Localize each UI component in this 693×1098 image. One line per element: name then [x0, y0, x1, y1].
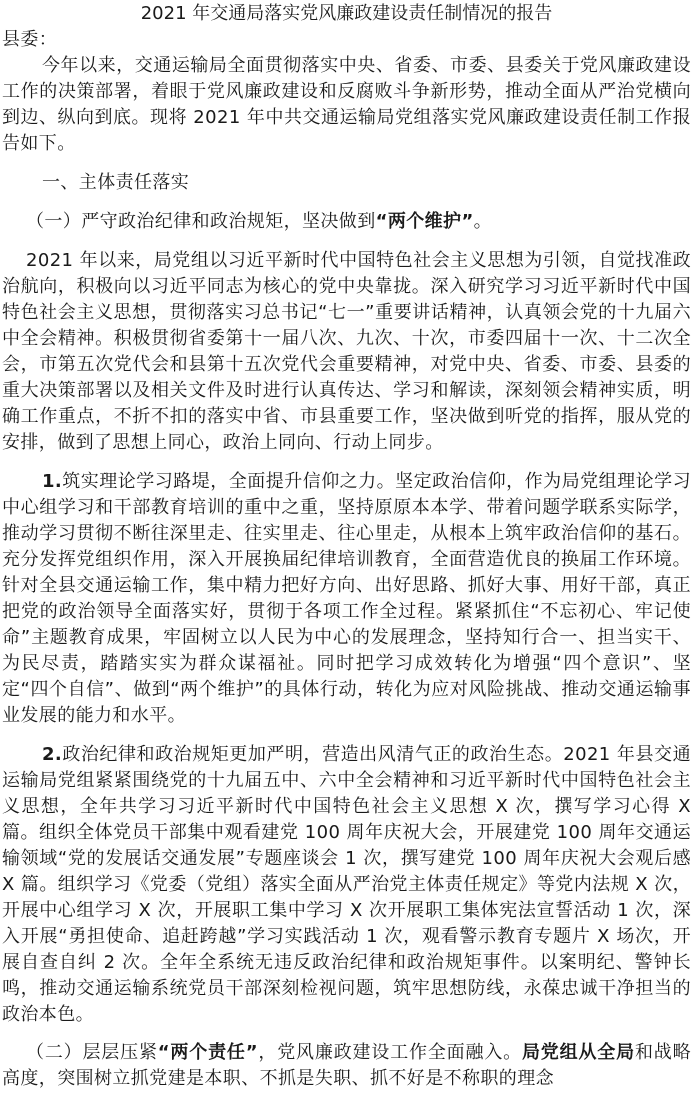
subsection-heading-2	[2, 1040, 691, 1092]
body-paragraph-2021: 2021 年以来，局党组以习近平新时代中国特色社会主义思想为引领，自觉找准政治航向，积极向以习近平同志为核心的党中央靠拢。深入研究学习习近平新时代中国特色社会主义思想，贯彻落实习总书记“七一”重要讲话精神，认真领会党的十九届六中全会精神。积极贯彻省委第十一届八次、九次、十次，市委四届十一次、十二次全会，市第五次党代会和县第十五次党代会重要精神，对党中央、省委、市委、县委的重大决策部署以及相关文件及时进行认真传达、学习和解读，深刻领会精神实质，明确工作重点，不折不扣的落实中省、市县重要工作，坚决做到听党的指挥，服从党的安排，做到了思想上同心，政治上同向、行动上同步。	[2, 250, 691, 453]
item-paragraph-1	[2, 469, 691, 729]
document-title: 2021 年交通局落实党风廉政建设责任制情况的报告	[140, 3, 553, 24]
subsection-1-suffix: 。	[473, 211, 493, 232]
item-1-text: 筑实理论学习路堤，全面提升信仰之力。坚定政治信仰，作为局党组理论学习中心组学习和干部教育培训的重中之重，坚持原原本本学、带着问题学联系实际学，推动学习贯彻不断往深里走、往实里走、往心里走，从根本上筑牢政治信仰的基石。充分发挥党组织作用，深入开展换届纪律培训教育，全面营造优良的换届工作环境。针对全县交通运输工作，集中精力把好方向、出好思路、抓好大事、用好干部，真正把党的政治领导全面落实好，贯彻于各项工作全过程。紧紧抓住“不忘初心、牢记使命”主题教育成果，牢固树立以人民为中心的发展理念，坚持知行合一、担当实干、为民尽责，踏踏实实为群众谋福祉。同时把学习成效转化为增强“四个意识”、坚定“四个自信”、做到“两个维护”的具体行动，转化为应对风险挑战、推动交通运输事业发展的能力和水平。	[2, 471, 691, 726]
subsection-1-bold: “两个维护”	[375, 211, 474, 232]
subsection-2-prefix: （二）层层压紧	[26, 1042, 158, 1063]
document-page	[0, 1, 693, 1098]
item-2-text: 政治纪律和政治规矩更加严明，营造出风清气正的政治生态。2021 年县交通运输局党组紧紧围绕党的十九届五中、六中全会精神和习近平新时代中国特色社会主义思想，全年共学习习近平新时代中国特色社会主义思想 X 次，撰写学习心得 X 篇。组织全体党员干部集中观看建党 100 周年庆祝大会，开展建党 100 周年交通运输领域“党的发展话交通发展”专题座谈会 1 次，撰写建党 100 周年庆祝大会观后感 X 篇。组织学习《党委（党组）落实全面从严治党主体责任规定》等党内法规 X 次，开展中心组学习 X 次，开展职工集中学习 X 次开展职工集体宪法宣誓活动 1 次，深入开展“勇担使命、追赶跨越”学习实践活动 1 次，观看警示教育专题片 X 场次，开展自查自纠 2 次。全年全系统无违反政治纪律和政治规矩事件。以案明纪、警钟长鸣，推动交通运输系统党员干部深刻检视问题，筑牢思想防线，永葆忠诚干净担当的政治本色。	[2, 744, 691, 1025]
subsection-2-tail: 和战略高度，突围树立抓党建是本职、不抓是失职、抓不好是不称职的理念	[2, 1042, 692, 1089]
item-1-number: 1.	[42, 471, 63, 492]
subsection-heading-1	[2, 209, 691, 235]
subsection-2-bold-1: “两个责任”	[157, 1042, 258, 1063]
subsection-2-bold-2: 局党组从全局	[521, 1042, 635, 1063]
subsection-2-mid: ，党风廉政建设工作全面融入。	[257, 1042, 522, 1063]
subsection-1-prefix: （一）严守政治纪律和政治规矩，坚决做到	[26, 211, 376, 232]
salutation: 县委：	[2, 29, 58, 50]
item-2-number: 2.	[42, 744, 63, 765]
intro-paragraph: 今年以来，交通运输局全面贯彻落实中央、省委、市委、县委关于党风廉政建设工作的决策部署，着眼于党风廉政建设和反腐败斗争新形势，推动全面从严治党横向到边、纵向到底。现将 2021 年中共交通运输局党组落实党风廉政建设责任制工作报告如下。	[2, 55, 691, 154]
section-heading-1: 一、主体责任落实	[42, 172, 190, 193]
item-paragraph-2	[2, 742, 691, 1028]
